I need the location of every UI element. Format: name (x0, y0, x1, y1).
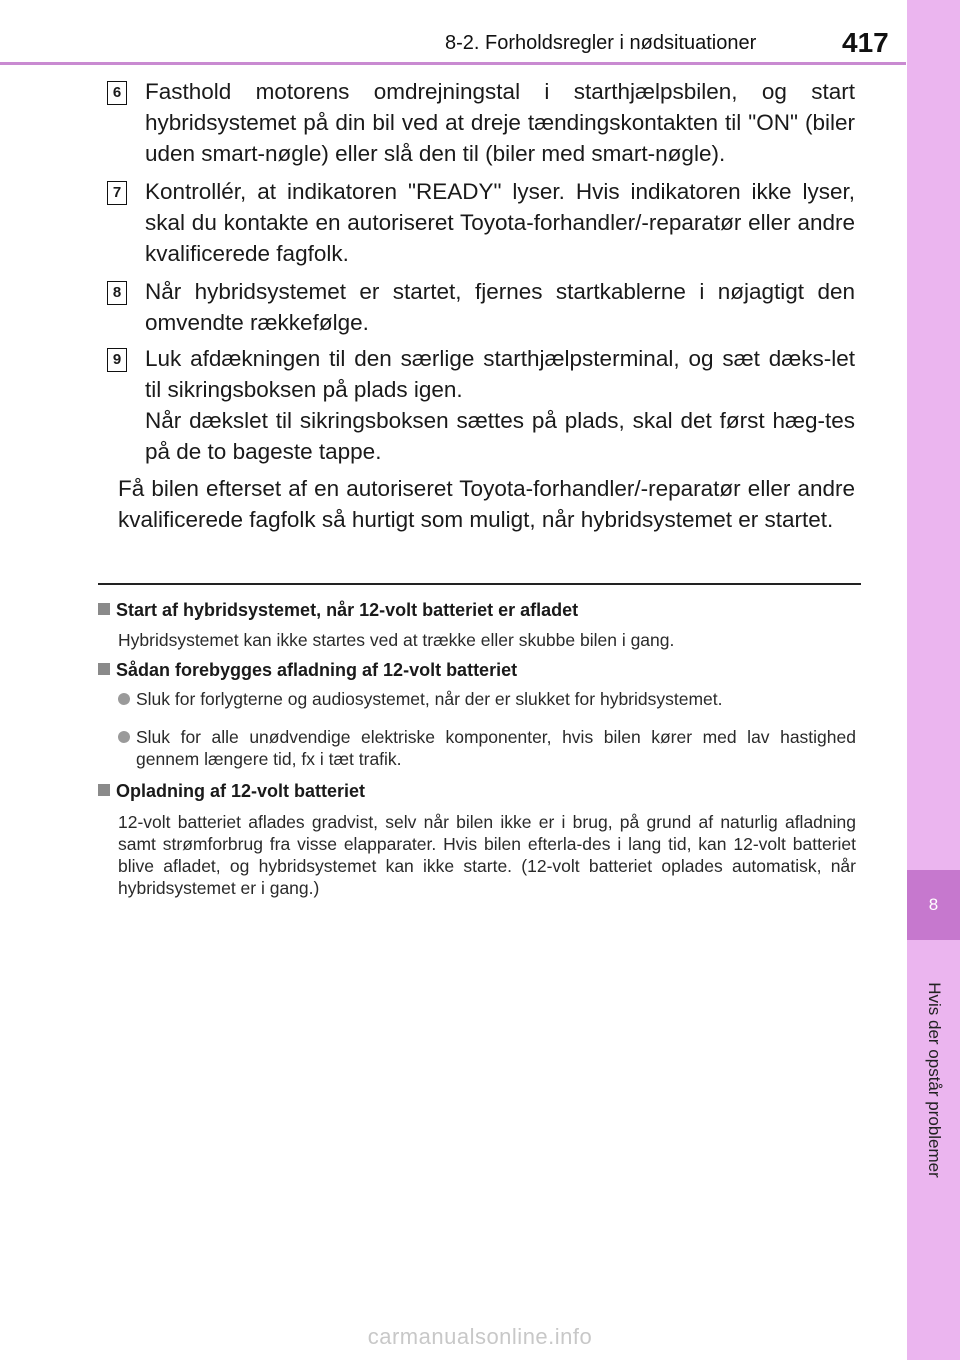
step-number-badge: 9 (107, 348, 127, 372)
note-heading-text: Start af hybridsystemet, når 12-volt batteriet er afladet (116, 600, 579, 620)
note-heading (98, 600, 578, 621)
note-heading-text: Sådan forebygges afladning af 12-volt batteriet (116, 660, 518, 680)
note-text: Hybridsystemet kan ikke startes ved at trække eller skubbe bilen i gang. (118, 630, 675, 650)
note-heading (98, 660, 517, 681)
watermark: carmanualsonline.info (367, 1324, 593, 1349)
square-bullet-icon (98, 663, 110, 675)
bullet-item (118, 688, 856, 710)
round-bullet-icon (118, 731, 130, 743)
step-text: Når hybridsystemet er startet, fjernes startkablerne i nøjagtigt den omvendte rækkefølge. (145, 279, 855, 335)
page-number: 417 (842, 27, 889, 58)
step-number-badge: 7 (107, 181, 127, 205)
chapter-number: 8 (928, 895, 939, 914)
section-divider (98, 583, 861, 585)
note-text: 12-volt batteriet aflades gradvist, selv når bilen ikke er i brug, på grund af naturlig afladning samt strømforbrug fra visse elapparater. Hvis bilen efterla-des i lang tid, kan 12-volt batteriet blive afladet, og hybridsystemet kan ikke starte. (12-volt batteriet oplades automatisk, når hybridsystemet er i gang.) (118, 812, 856, 898)
note-heading-text: Opladning af 12-volt batteriet (116, 781, 366, 801)
bullet-text: Sluk for alle unødvendige elektriske komponenter, hvis bilen kører med lav hastighed gennem længere tid, fx i tæt trafik. (136, 727, 856, 769)
chapter-title: Hvis der opstår problemer (925, 982, 944, 1178)
bullet-text: Sluk for forlygterne og audiosystemet, når der er slukket for hybridsystemet. (136, 689, 723, 709)
header-rule (0, 62, 906, 65)
step-text-continued: Når dækslet til sikringsboksen sættes på plads, skal det først hæg-tes på de to bageste tappe. (145, 408, 855, 464)
section-title: 8-2. Forholdsregler i nødsituationer (445, 32, 757, 54)
chapter-number-box[interactable] (907, 870, 960, 940)
step-number-badge: 6 (107, 81, 127, 105)
square-bullet-icon (98, 784, 110, 796)
step-text: Kontrollér, at indikatoren "READY" lyser. Hvis indikatoren ikke lyser, skal du kontakte en autoriseret Toyota-forhandler/-reparatør eller andre kvalificerede fagfolk. (145, 179, 855, 266)
bullet-item (118, 726, 856, 770)
step-text: Luk afdækningen til den særlige starthjælpsterminal, og sæt dæks-let til sikringsboksen på plads igen. (145, 346, 855, 402)
step-text: Fasthold motorens omdrejningstal i starthjælpsbilen, og start hybridsystemet på din bil ved at dreje tændingskontakten til "ON" (biler uden smart-nøgle) eller slå den til (biler med smart-nøgle). (145, 79, 855, 166)
square-bullet-icon (98, 603, 110, 615)
note-heading (98, 781, 365, 802)
step-number-badge: 8 (107, 281, 127, 305)
round-bullet-icon (118, 693, 130, 705)
closing-paragraph: Få bilen efterset af en autoriseret Toyota-forhandler/-reparatør eller andre kvalificerede fagfolk så hurtigt som muligt, når hybridsystemet er startet. (118, 476, 855, 532)
